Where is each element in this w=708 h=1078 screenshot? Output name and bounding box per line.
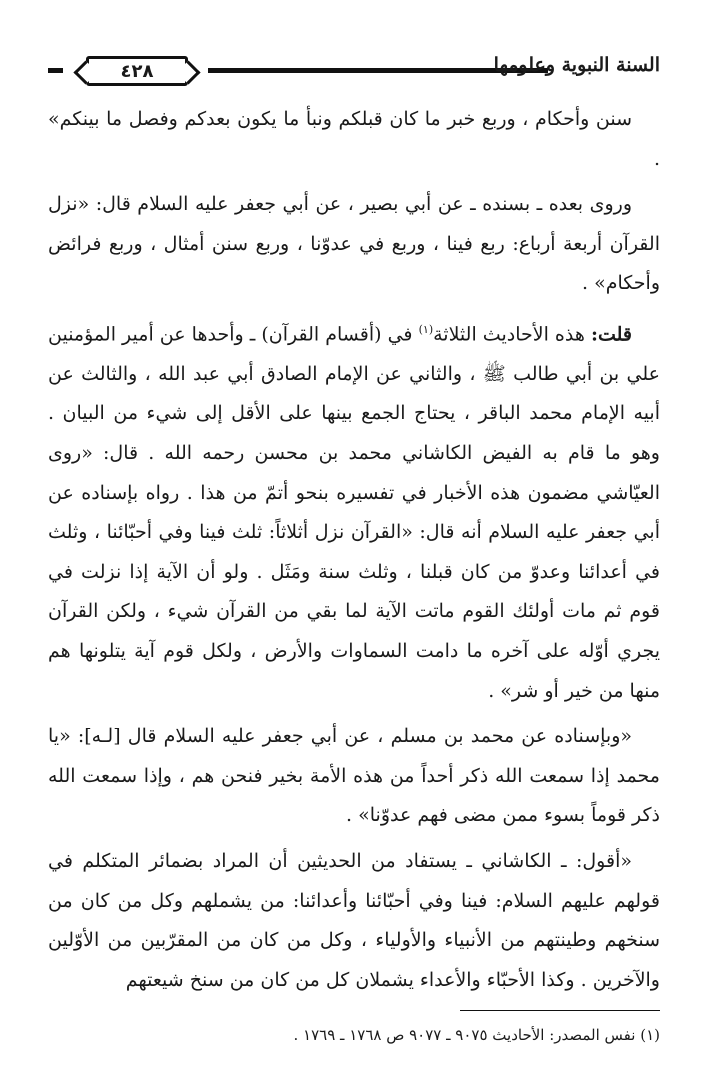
header-rule-left	[48, 68, 63, 73]
paragraph-5	[48, 842, 660, 1000]
page-number: ٤٢٨	[120, 60, 154, 82]
paragraph-3	[48, 310, 660, 711]
footnote-rule	[460, 1010, 660, 1011]
page-header	[0, 38, 708, 98]
paragraph-3-text: في (أقسام القرآن) ـ وأحدها عن أمير المؤمنين علي بن أبي طالب ﷺ ، والثاني عن الإمام الصادق أبي عبد الله ، والثالث عن أبيه الإمام محمد الباقر ، يحتاج الجمع بينها على الأقل إلى شيء من البيان . وهو ما قام به الفيض الكاشاني محمد بن محسن رحمه الله . قال: «روى العيّاشي مضمون هذه الأخبار في تفسيره بنحو أتمّ من هذا . رواه بإسناده عن أبي جعفر عليه السلام أنه قال: «القرآن نزل أثلاثاً: ثلث فينا وفي أحبّائنا ، وثلث في أعدائنا وعدوّ من كان قبلنا ، وثلث سنة ومَثَل . ولو أن الآية إذا نزلت في قوم ثم مات أولئك القوم ماتت الآية لما بقي من القرآن شيء ، ولكن القرآن يجري أوّله على آخره ما دامت السماوات والأرض ، ولكل قوم آية يتلونها هم منها من خير أو شر» .	[48, 323, 660, 702]
paragraph-5-text: «أقول: ـ الكاشاني ـ يستفاد من الحديثين أن المراد بضمائر المتكلم في قولهم عليهم السلام: فينا وفي أحبّائنا وأعدائنا: من يشملهم وكل من كان من سنخهم وطينتهم من الأنبياء والأولياء ، وكل من كان من المقرّبين من الأوّلين والآخرين . وكذا الأحبّاء والأعداء يشملان كل من كان من سنخ شيعتهم	[48, 850, 660, 991]
paragraph-2	[48, 185, 660, 304]
paragraph-3-intro: هذه الأحاديث الثلاثة	[433, 323, 591, 346]
lead-word: قلت:	[590, 323, 632, 346]
paragraph-4-text: «وبإسناده عن محمد بن مسلم ، عن أبي جعفر عليه السلام قال [لـه]: «يا محمد إذا سمعت الله ذكر أحداً من هذه الأمة بخير فنحن هم ، وإذا سمعت الله ذكر قوماً بسوء ممن مضى فهم عدوّنا» .	[48, 725, 660, 827]
footnote-mark: (١)	[418, 322, 434, 336]
footnote: (١) نفس المصدر: الأحاديث ٩٠٧٥ ـ ٩٠٧٧ ص ١٧٦٨ ـ ١٧٦٩ .	[293, 1026, 660, 1044]
paragraph-2-text: وروى بعده ـ بسنده ـ عن أبي بصير ، عن أبي جعفر عليه السلام قال: «نزل القرآن أربعة أرباع: ربع فينا ، وربع في عدوّنا ، وربع سنن أمثال ، وربع فرائض وأحكام» .	[48, 193, 660, 295]
running-title: السنة النبوية وعلومها	[493, 54, 660, 76]
paragraph-4	[48, 717, 660, 836]
body-text	[48, 100, 660, 1006]
paragraph-1-text: سنن وأحكام ، وربع خبر ما كان قبلكم ونبأ ما يكون بعدكم وفصل ما بينكم» .	[48, 108, 660, 170]
paragraph-1	[48, 100, 660, 179]
page-number-box	[86, 56, 188, 86]
